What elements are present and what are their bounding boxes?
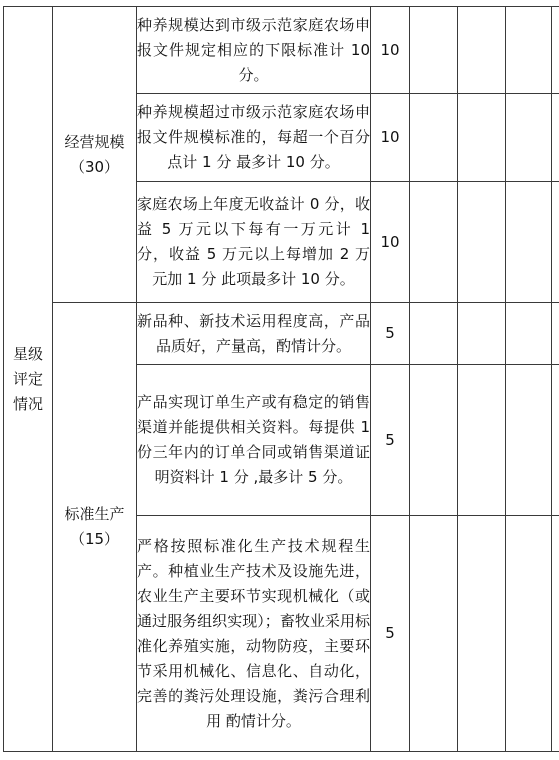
table-row xyxy=(4,303,559,365)
score-cell: 10 xyxy=(371,182,410,303)
blank-cell xyxy=(410,7,458,94)
criteria-cell xyxy=(137,303,371,365)
score-cell: 5 xyxy=(371,516,410,752)
scoring-table xyxy=(3,6,559,752)
criteria-cell xyxy=(137,7,371,94)
criteria-text: 种养规模达到市级示范家庭农场申报文件规定相应的下限标准计 10 分。 xyxy=(137,15,370,84)
blank-cell xyxy=(458,303,506,365)
blank-cell xyxy=(410,365,458,516)
criteria-text: 产品实现订单生产或有稳定的销售渠道并能提供相关资料。每提供 1 份三年内的订单合同或销售渠道证明资料计 1 分 ,最多计 5 分。 xyxy=(137,393,370,486)
blank-cell xyxy=(458,7,506,94)
blank-cell xyxy=(506,516,552,752)
blank-cell xyxy=(552,94,559,182)
blank-cell xyxy=(506,7,552,94)
group-label: 经营规模（30） xyxy=(64,132,125,176)
blank-cell xyxy=(410,182,458,303)
criteria-text: 家庭农场上年度无收益计 0 分，收益 5 万元以下每有一万元计 1 分，收益 5 万元以上每增加 2 万元加 1 分 此项最多计 10 分。 xyxy=(137,195,370,288)
blank-cell xyxy=(458,516,506,752)
blank-cell xyxy=(552,7,559,94)
score-cell: 5 xyxy=(371,365,410,516)
blank-cell xyxy=(506,94,552,182)
group-cell-scale xyxy=(53,7,137,303)
blank-cell xyxy=(552,303,559,365)
criteria-text: 严格按照标准化生产技术规程生产。种植业生产技术及设施先进，农业生产主要环节实现机械化（或通过服务组织实现）；畜牧业采用标准化养殖实施，动物防疫，主要环节采用机械化、信息化、自动化，完善的粪污处理设施，粪污合理利用 酌情计分。 xyxy=(137,536,370,730)
criteria-text: 新品种、新技术运用程度高，产品品质好，产量高，酌情计分。 xyxy=(137,311,370,355)
blank-cell xyxy=(410,516,458,752)
blank-cell xyxy=(458,365,506,516)
criteria-cell xyxy=(137,182,371,303)
group-label: 标准生产（15） xyxy=(64,505,125,548)
score-cell: 10 xyxy=(371,94,410,182)
group-cell-production xyxy=(53,303,137,752)
table-row xyxy=(4,7,559,94)
criteria-cell xyxy=(137,365,371,516)
criteria-cell xyxy=(137,94,371,182)
blank-cell xyxy=(552,182,559,303)
score-cell: 5 xyxy=(371,303,410,365)
blank-cell xyxy=(458,94,506,182)
blank-cell xyxy=(552,516,559,752)
criteria-text: 种养规模超过市级示范家庭农场申报文件规模标准的，每超一个百分点计 1 分 最多计 10 分。 xyxy=(137,103,370,171)
blank-cell xyxy=(506,182,552,303)
criteria-cell xyxy=(137,516,371,752)
blank-cell xyxy=(552,365,559,516)
category-label: 星级评定情况 xyxy=(13,344,44,413)
blank-cell xyxy=(410,94,458,182)
blank-cell xyxy=(506,365,552,516)
blank-cell xyxy=(458,182,506,303)
category-cell xyxy=(4,7,53,752)
blank-cell xyxy=(410,303,458,365)
score-cell: 10 xyxy=(371,7,410,94)
blank-cell xyxy=(506,303,552,365)
